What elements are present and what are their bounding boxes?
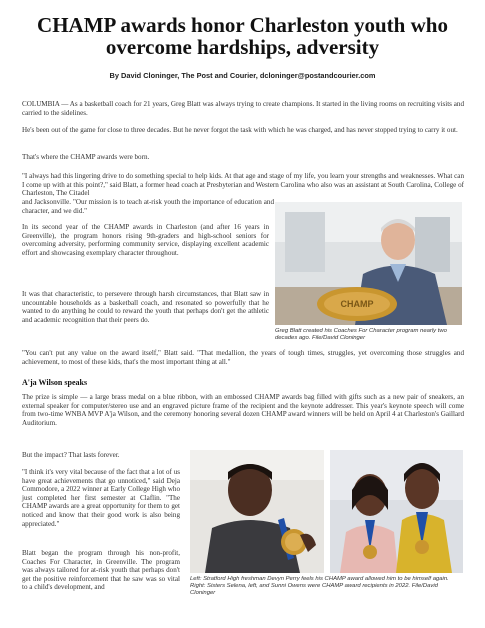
section-subhead: A'ja Wilson speaks	[22, 378, 88, 387]
paragraph-6: It was that characteristic, to persevere through harsh circumstances, that Blatt saw in uncountable households as a basketball coach, and resonated so powerfully that he wanted to do anything he could to reward the youth that perhaps don't get the athletic and academic recognition that their peers do.	[22, 290, 269, 324]
paragraph-4b: and Jacksonville. "Our mission is to teach at-risk youth the importance of education and character, and we did."	[22, 198, 274, 215]
paragraph-4a: "I always had this lingering drive to do something special to help kids. At that age and stage of my life, you learn your strengths and weaknesses. What can I come up with at this point?," said Blatt, a former head coach at Presbyterian and Western Carolina who also was an assistant at South Carolina, College of Charleston, The Citadel	[22, 172, 464, 198]
paragraph-3: That's where the CHAMP awards were born.	[22, 153, 150, 161]
article-headline: CHAMP awards honor Charleston youth who overcome hardships, adversity	[37, 13, 448, 59]
paragraph-10: "I think it's very vital because of the fact that a lot of us have great achievements that go unnoticed," said Deja Commodore, a 2022 winner at Early College High who just completed her first semester at Claflin. "The CHAMP awards are a great opportunity for them to get noticed and know that their good work is also being appreciated."	[22, 468, 180, 528]
paragraph-5: In its second year of the CHAMP awards in Charleston (and after 16 years in Greenville), the program honors rising 9th-graders and high-school seniors for overcoming adversity, performing community service, displaying excellent academic effort and showcasing exemplary character throughout.	[22, 223, 269, 257]
paragraph-8: The prize is simple — a large brass medal on a blue ribbon, with an embossed CHAMP awards bag filled with gifts such as a new pair of sneakers, an external speaker for computer/stereo use and an engraved picture frame of the recipient and the keynote addresser. This year's keynote speech will come from two-time WNBA MVP A'ja Wilson, and the ceremony honoring several dozen CHAMP award winners will be held on April 4 at Charleston's Gaillard Auditorium.	[22, 393, 465, 427]
article-byline: By David Cloninger, The Post and Courier, dcloninger@postandcourier.com	[109, 71, 376, 80]
photo-devyn-perry	[190, 450, 324, 573]
paragraph-7: "You can't put any value on the award itself," Blatt said. "That medallion, the years of tough times, struggles, yet overcoming those struggles and achievement, to most of these kids, that's the most important thing at all."	[22, 349, 464, 366]
paragraph-2: He's been out of the game for close to three decades. But he never forgot the task with which he was charged, and has never stopped trying to carry it out.	[22, 126, 458, 134]
photo-1-caption: Greg Blatt created his Coaches For Character program nearly two decades ago. File/David Cloninger	[275, 328, 447, 341]
medal-text: CHAMP	[340, 299, 374, 309]
paragraph-9: But the impact? That lasts forever.	[22, 451, 120, 459]
photo-2-caption: Left: Stratford High freshman Devyn Perry feels his CHAMP award allowed him to be himself again. Right: Sisters Selena, left, and Sunni Owens were CHAMP award recipients in 2022. File/David Cloninger	[190, 576, 449, 596]
paragraph-11: Blatt began the program through his non-profit, Coaches For Character, in Greenville. The program was always tailored for at-risk youth that perhaps don't get the positive reinforcement that he saw was so vital to a child's development, and	[22, 549, 180, 592]
photo-owens-sisters	[330, 450, 463, 573]
photo-greg-blatt	[275, 202, 462, 325]
paragraph-1: COLUMBIA — As a basketball coach for 21 years, Greg Blatt was always trying to create champions. It started in the living rooms on recruiting visits and carried to the sidelines.	[22, 100, 464, 117]
